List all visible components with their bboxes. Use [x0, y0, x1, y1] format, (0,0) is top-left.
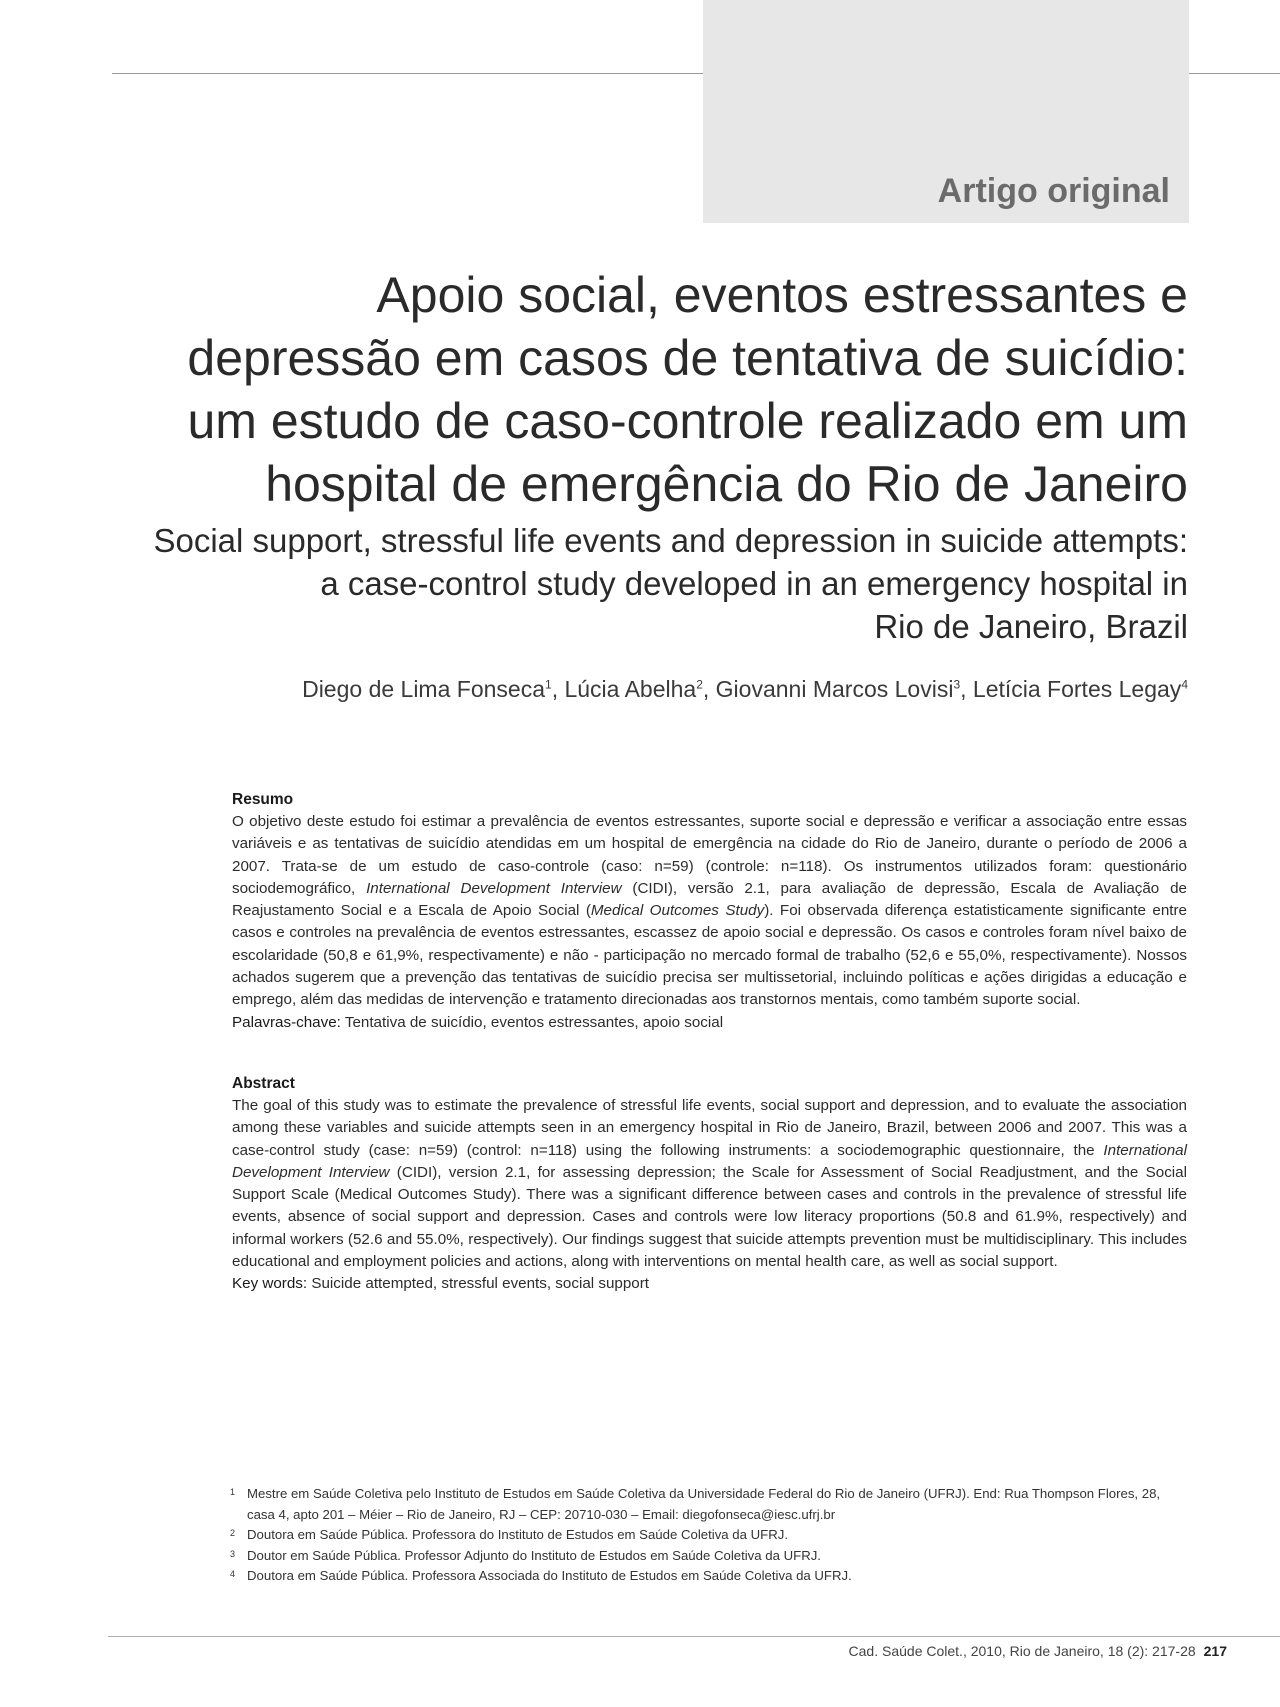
footnote [230, 1566, 1190, 1587]
author-affiliation-mark: 1 [545, 677, 552, 692]
title-pt-line: um estudo de caso-controle realizado em um [187, 393, 1188, 449]
bottom-rule [108, 1636, 1280, 1637]
keywords-text: Suicide attempted, stressful events, social support [307, 1275, 650, 1293]
resumo-text: (CIDI), versão 2.1, para avaliação de depressão, Escala de Avaliação de Reajustamento Social e a Escala de Apoio Social ( [232, 879, 1187, 920]
footnote-text: Doutor em Saúde Pública. Professor Adjunto do Instituto de Estudos em Saúde Coletiva da UFRJ. [247, 1547, 821, 1563]
author-affiliation-mark: 4 [1181, 677, 1188, 692]
section-label-box [703, 0, 1189, 223]
author-separator: , [702, 676, 716, 702]
author-affiliation-mark: 3 [953, 677, 961, 692]
footnote [230, 1484, 1190, 1525]
title-en-line: a case-control study developed in an emergency hospital in [320, 565, 1188, 602]
author-affiliation-mark: 2 [696, 677, 703, 692]
title-en-line: Rio de Janeiro, Brazil [874, 608, 1188, 645]
footnote-number: 2 [230, 1528, 236, 1538]
title-pt-line: hospital de emergência do Rio de Janeiro [265, 456, 1188, 512]
abstract-heading: Abstract [232, 1075, 295, 1092]
footnotes [230, 1484, 1190, 1587]
resumo-section [232, 789, 1187, 1034]
keywords-text: Tentativa de suicídio, eventos estressantes, apoio social [340, 1013, 724, 1031]
author-name: Letícia Fortes Legay [972, 676, 1182, 702]
abstract-text-italic: International Development Interview [232, 1141, 1187, 1181]
author-name: Diego de Lima Fonseca [302, 676, 545, 702]
page-number: 217 [1203, 1643, 1227, 1659]
resumo-text: ). Foi observada diferença estatisticamente significante entre casos e controles na prevalência de eventos estressantes, escassez de apoio social e depressão. Os casos e controles foram nível baixo de escolaridade (50,8 e 61,9%, respectivamente) e não - participação no mercado formal de trabalho (52,6 e 55,0%, respectivamente). Nossos achados sugerem que a prevenção das tentativas de suicídio precisa ser multissetorial, incluindo políticas e ações dirigidas a educação e emprego, além das medidas de intervenção e tratamento direcionadas aos transtornos mentais, como também suporte social. [232, 902, 1187, 1009]
author-list [88, 676, 1188, 703]
page-footer [849, 1643, 1227, 1659]
author-separator: , [551, 676, 565, 702]
author-name: Lúcia Abelha [564, 676, 697, 702]
journal-citation: Cad. Saúde Colet., 2010, Rio de Janeiro, 18 (2): 217-28 [848, 1643, 1196, 1659]
section-label: Artigo original [937, 172, 1170, 210]
resumo-keywords [232, 1012, 1187, 1034]
footnote-number: 3 [230, 1548, 236, 1559]
resumo-text-italic: Medical Outcomes Study [590, 902, 765, 920]
resumo-body [232, 811, 1187, 1012]
footnote-text: Mestre em Saúde Coletiva pelo Instituto de Estudos em Saúde Coletiva da Universidade Federal do Rio de Janeiro (UFRJ). End: Rua Thompson Flores, 28, casa 4, apto 201 – Méier – Rio de Janeiro, RJ – CEP: 20710-030 – Email: diegofonseca@iesc.ufrj.br [247, 1486, 1161, 1522]
footnote-number: 1 [230, 1487, 236, 1497]
title-en-line: Social support, stressful life events and depression in suicide attempts: [153, 522, 1188, 559]
keywords-label: Palavras-chave: [232, 1013, 341, 1031]
author-name: Giovanni Marcos Lovisi [715, 676, 954, 702]
footnote [230, 1546, 1190, 1567]
abstract-body [232, 1095, 1187, 1273]
abstract-section [232, 1073, 1187, 1296]
title-pt-line: depressão em casos de tentativa de suicídio: [187, 330, 1188, 386]
title-pt-line: Apoio social, eventos estressantes e [376, 267, 1188, 323]
title-english [88, 519, 1188, 648]
resumo-text: O objetivo deste estudo foi estimar a prevalência de eventos estressantes, suporte social e depressão e verificar a associação entre essas variáveis e as tentativas de suicídio atendidas em um hospital de emergência na cidade do Rio de Janeiro, durante o período de 2006 a 2007. Trata-se de um estudo de caso-controle (caso: n=59) (controle: n=118). Os instrumentos utilizados foram: questionário sociodemográfico, [232, 813, 1187, 897]
footnote-text: Doutora em Saúde Pública. Professora do Instituto de Estudos em Saúde Coletiva da UFRJ. [247, 1527, 788, 1542]
abstract-keywords [232, 1273, 1187, 1295]
resumo-heading: Resumo [232, 791, 294, 808]
resumo-text-italic: International Development Interview [366, 879, 622, 897]
title-portuguese [128, 264, 1188, 516]
abstract-text: The goal of this study was to estimate the prevalence of stressful life events, social support and depression, and to evaluate the association among these variables and suicide attempts seen in an emergency hospital in Rio de Janeiro, Brazil, between 2006 and 2007. This was a case-control study (case: n=59) (control: n=118) using the following instruments: a sociodemographic questionnaire, the [232, 1097, 1187, 1159]
footnote-text: Doutora em Saúde Pública. Professora Associada do Instituto de Estudos em Saúde Coletiva da UFRJ. [247, 1568, 852, 1583]
footnote [230, 1525, 1190, 1546]
abstract-text: (CIDI), version 2.1, for assessing depression; the Scale for Assessment of Social Readjustment, and the Social Support Scale (Medical Outcomes Study). There was a significant difference between cases and controls in the prevalence of stressful life events, absence of social support and depression. Cases and controls were low literacy proportions (50.8 and 61.9%, respectively) and informal workers (52.6 and 55.0%, respectively). Our findings suggest that suicide attempts prevention must be multidisciplinary. This includes educational and employment policies and actions, along with interventions on mental health care, as well as social support. [232, 1163, 1187, 1271]
author-separator: , [960, 676, 973, 702]
footnote-number: 4 [230, 1569, 236, 1579]
keywords-label: Key words: [232, 1275, 308, 1293]
